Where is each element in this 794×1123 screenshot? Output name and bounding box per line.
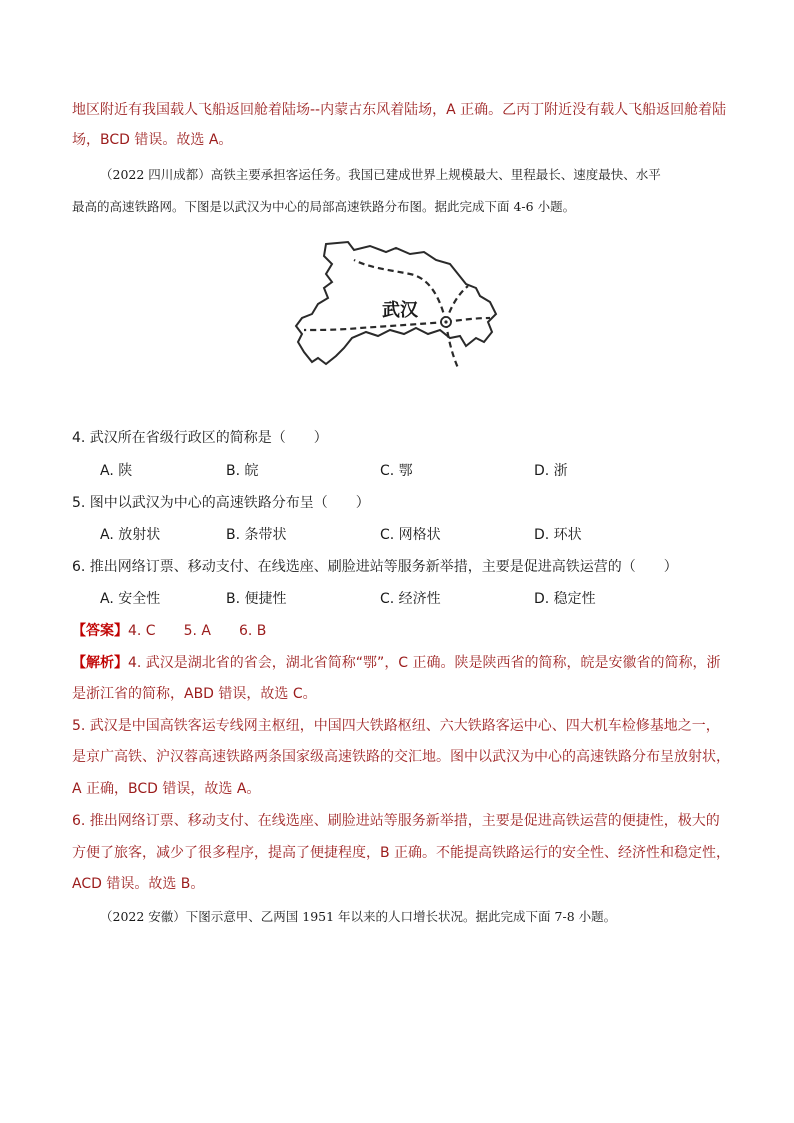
question-4-stem: 4. 武汉所在省级行政区的简称是（ ） — [72, 430, 328, 446]
railway-south — [446, 322, 458, 368]
railway-west — [304, 322, 446, 330]
question-5-option-a[interactable]: A. 放射状 — [100, 527, 161, 543]
question-6-option-c[interactable]: C. 经济性 — [380, 591, 441, 607]
question-5-stem: 5. 图中以武汉为中心的高速铁路分布呈（ ） — [72, 495, 370, 511]
question-4-option-d[interactable]: D. 浙 — [534, 463, 568, 479]
question-4-option-b[interactable]: B. 皖 — [226, 463, 259, 479]
answer-text: 4. C 5. A 6. B — [128, 623, 267, 639]
question-intro-line-2: 最高的高速铁路网。下图是以武汉为中心的局部高速铁路分布图。据此完成下面 4-6 小题。 — [72, 199, 576, 214]
railway-east — [446, 318, 490, 322]
question-6-option-b[interactable]: B. 便捷性 — [226, 591, 287, 607]
railway-northeast — [446, 286, 468, 322]
question-6-option-a[interactable]: A. 安全性 — [100, 591, 161, 607]
analysis-row-1 — [72, 653, 721, 673]
question-4-option-a[interactable]: A. 陕 — [100, 463, 133, 479]
question-intro-line-1: （2022 四川成都）高铁主要承担客运任务。我国已建成世界上规模最大、里程最长、速度最快、水平 — [100, 167, 661, 182]
analysis-line-5: A 正确，BCD 错误，故选 A。 — [72, 781, 261, 797]
analysis-line-1: 4. 武汉是湖北省的省会，湖北省简称“鄂”，C 正确。陕是陕西省的简称，皖是安徽省的简称，浙 — [128, 655, 721, 671]
analysis-label: 【解析】 — [72, 655, 128, 671]
question-5-option-c[interactable]: C. 网格状 — [380, 527, 441, 543]
answer-row — [72, 621, 266, 641]
question-6-option-d[interactable]: D. 稳定性 — [534, 591, 596, 607]
prev-answer-line-2: 场，BCD 错误。故选 A。 — [72, 132, 233, 148]
question-5-option-d[interactable]: D. 环状 — [534, 527, 582, 543]
map-city-label: 武汉 — [382, 300, 418, 321]
next-question-intro: （2022 安徽）下图示意甲、乙两国 1951 年以来的人口增长状况。据此完成下面 7-8 小题。 — [100, 909, 617, 924]
answer-label: 【答案】 — [72, 623, 128, 639]
analysis-line-6: 6. 推出网络订票、移动支付、在线选座、刷脸进站等服务新举措，主要是促进高铁运营的便捷性，极大的 — [72, 813, 720, 829]
analysis-line-3: 5. 武汉是中国高铁客运专线网主枢纽，中国四大铁路枢纽、六大铁路客运中心、四大机车检修基地之一， — [72, 718, 720, 734]
question-6-stem: 6. 推出网络订票、移动支付、在线选座、刷脸进站等服务新举措，主要是促进高铁运营的（ ） — [72, 559, 678, 575]
hubei-railway-map — [290, 238, 510, 378]
analysis-line-7: 方便了旅客，减少了很多程序，提高了便捷程度，B 正确。不能提高铁路运行的安全性、经济性和稳定性， — [72, 845, 731, 861]
prev-answer-line-1: 地区附近有我国载人飞船返回舱着陆场--内蒙古东风着陆场，A 正确。乙丙丁附近没有载人飞船返回舱着陆 — [72, 102, 727, 118]
analysis-line-8: ACD 错误。故选 B。 — [72, 876, 205, 892]
question-4-option-c[interactable]: C. 鄂 — [380, 463, 413, 479]
analysis-line-4: 是京广高铁、沪汉蓉高速铁路两条国家级高速铁路的交汇地。图中以武汉为中心的高速铁路分布呈放射状， — [72, 749, 730, 765]
analysis-line-2: 是浙江省的简称，ABD 错误，故选 C。 — [72, 686, 317, 702]
question-5-option-b[interactable]: B. 条带状 — [226, 527, 287, 543]
